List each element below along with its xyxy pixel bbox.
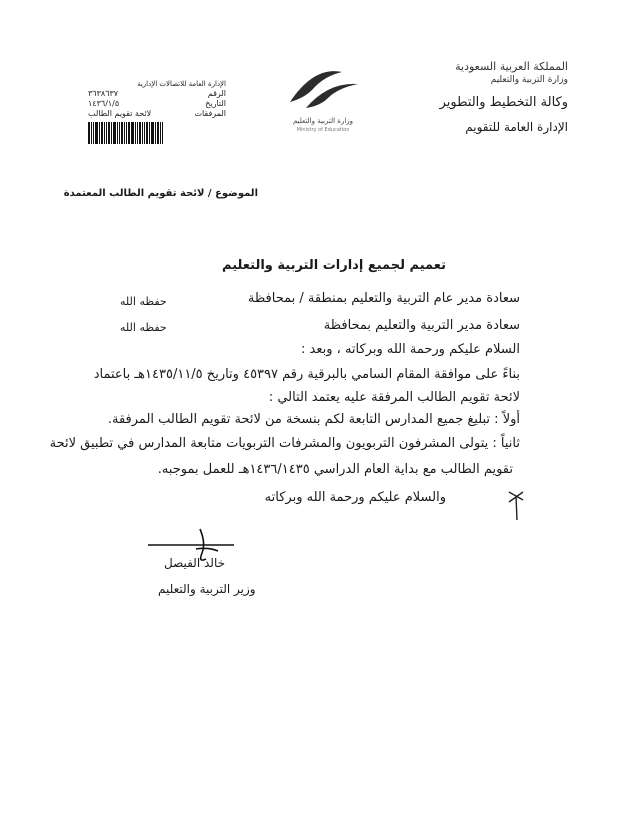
addressee-1: سعادة مدير عام التربية والتعليم بمنطقة / بمحافظة xyxy=(247,291,520,306)
item-1: أولاً : تبليغ جميع المدارس التابعة لكم بنسخة من لائحة تقويم الطالب المرفقة. xyxy=(107,412,520,427)
ref-department: الإدارة العامة للاتصالات الإدارية xyxy=(137,80,226,88)
reference-block xyxy=(88,80,226,118)
barcode-bar xyxy=(126,122,127,144)
agency-name: وكالة التخطيط والتطوير xyxy=(439,95,568,110)
greeting: السلام عليكم ورحمة الله وبركاته ، وبعد : xyxy=(300,342,520,357)
ref-date-value: ١٤٣٦/١/٥ xyxy=(88,99,120,108)
ref-date-label: التاريخ xyxy=(205,99,226,108)
ref-number-value: ٣٦٣٨٦٣٧ xyxy=(88,89,119,98)
barcode-bar xyxy=(151,122,154,144)
paragraph-2: لائحة تقويم الطالب المرفقة عليه يعتمد التالي : xyxy=(268,390,520,405)
barcode-bar xyxy=(113,122,116,144)
ministry-header xyxy=(338,60,568,134)
circular-title: تعميم لجميع إدارات التربية والتعليم xyxy=(222,258,446,273)
barcode-bar xyxy=(104,122,105,144)
barcode-bar xyxy=(117,122,118,144)
barcode-bar xyxy=(88,122,90,144)
subject-line: الموضوع / لائحة تقويم الطالب المعتمدة xyxy=(63,188,258,199)
logo-arabic-text: وزارة التربية والتعليم xyxy=(292,117,354,125)
ministry-name: وزارة التربية والتعليم xyxy=(490,75,568,85)
barcode-bar xyxy=(106,122,107,144)
barcode-bar xyxy=(91,122,92,144)
barcode-bar xyxy=(101,122,103,144)
ref-attachments-label: المرفقات xyxy=(194,109,226,118)
barcode-bar xyxy=(124,122,125,144)
barcode-icon xyxy=(88,122,188,144)
barcode-bar xyxy=(111,122,112,144)
department-name: الإدارة العامة للتقويم xyxy=(465,120,568,134)
hafizhahu-2: حفظه الله xyxy=(120,321,167,334)
barcode-bar xyxy=(131,122,134,144)
item-2b: تقويم الطالب مع بداية العام الدراسي ١٤٣٦/١٤٣٥هـ للعمل بموجبه. xyxy=(157,462,513,477)
barcode-bar xyxy=(93,122,94,144)
barcode-bar xyxy=(146,122,148,144)
barcode-bar xyxy=(135,122,136,144)
kingdom-name: المملكة العربية السعودية xyxy=(455,60,568,73)
signer-name: خالد الفيصل xyxy=(164,556,226,570)
barcode-bar xyxy=(128,122,130,144)
ref-number-row xyxy=(88,89,226,98)
barcode-bar xyxy=(121,122,123,144)
barcode-bar xyxy=(108,122,110,144)
barcode-bar xyxy=(137,122,138,144)
barcode-bar xyxy=(157,122,159,144)
ref-attachments-value: لائحة تقويم الطالب xyxy=(88,109,152,118)
signer-title: وزير التربية والتعليم xyxy=(158,582,256,596)
barcode-bar xyxy=(119,122,120,144)
ref-date-row xyxy=(88,99,226,108)
ref-attachments-row xyxy=(88,109,226,118)
ref-number-label: الرقم xyxy=(207,89,226,98)
barcode-bar xyxy=(142,122,143,144)
paragraph-1: بناءً على موافقة المقام السامي بالبرقية رقم ٤٥٣٩٧ وتاريخ ١٤٣٥/١١/٥هـ باعتماد xyxy=(93,367,520,382)
barcode-bar xyxy=(144,122,145,144)
logo-english-text: Ministry of Education xyxy=(296,127,350,133)
hafizhahu-1: حفظه الله xyxy=(120,295,167,308)
signature-icon xyxy=(148,525,238,585)
margin-mark-icon xyxy=(505,486,527,522)
barcode-bar xyxy=(99,122,100,144)
barcode-bar xyxy=(155,122,156,144)
barcode-bar xyxy=(149,122,150,144)
closing: والسلام عليكم ورحمة الله وبركاته xyxy=(264,490,446,505)
barcode-bar xyxy=(160,122,161,144)
item-2a: ثانياً : يتولى المشرفون التربويون والمشرفات التربويات متابعة المدارس في تطبيق لائحة xyxy=(49,436,520,451)
barcode-bar xyxy=(95,122,98,144)
addressee-2: سعادة مدير التربية والتعليم بمحافظة xyxy=(323,318,520,333)
barcode-bar xyxy=(162,122,163,144)
barcode-bar xyxy=(139,122,141,144)
